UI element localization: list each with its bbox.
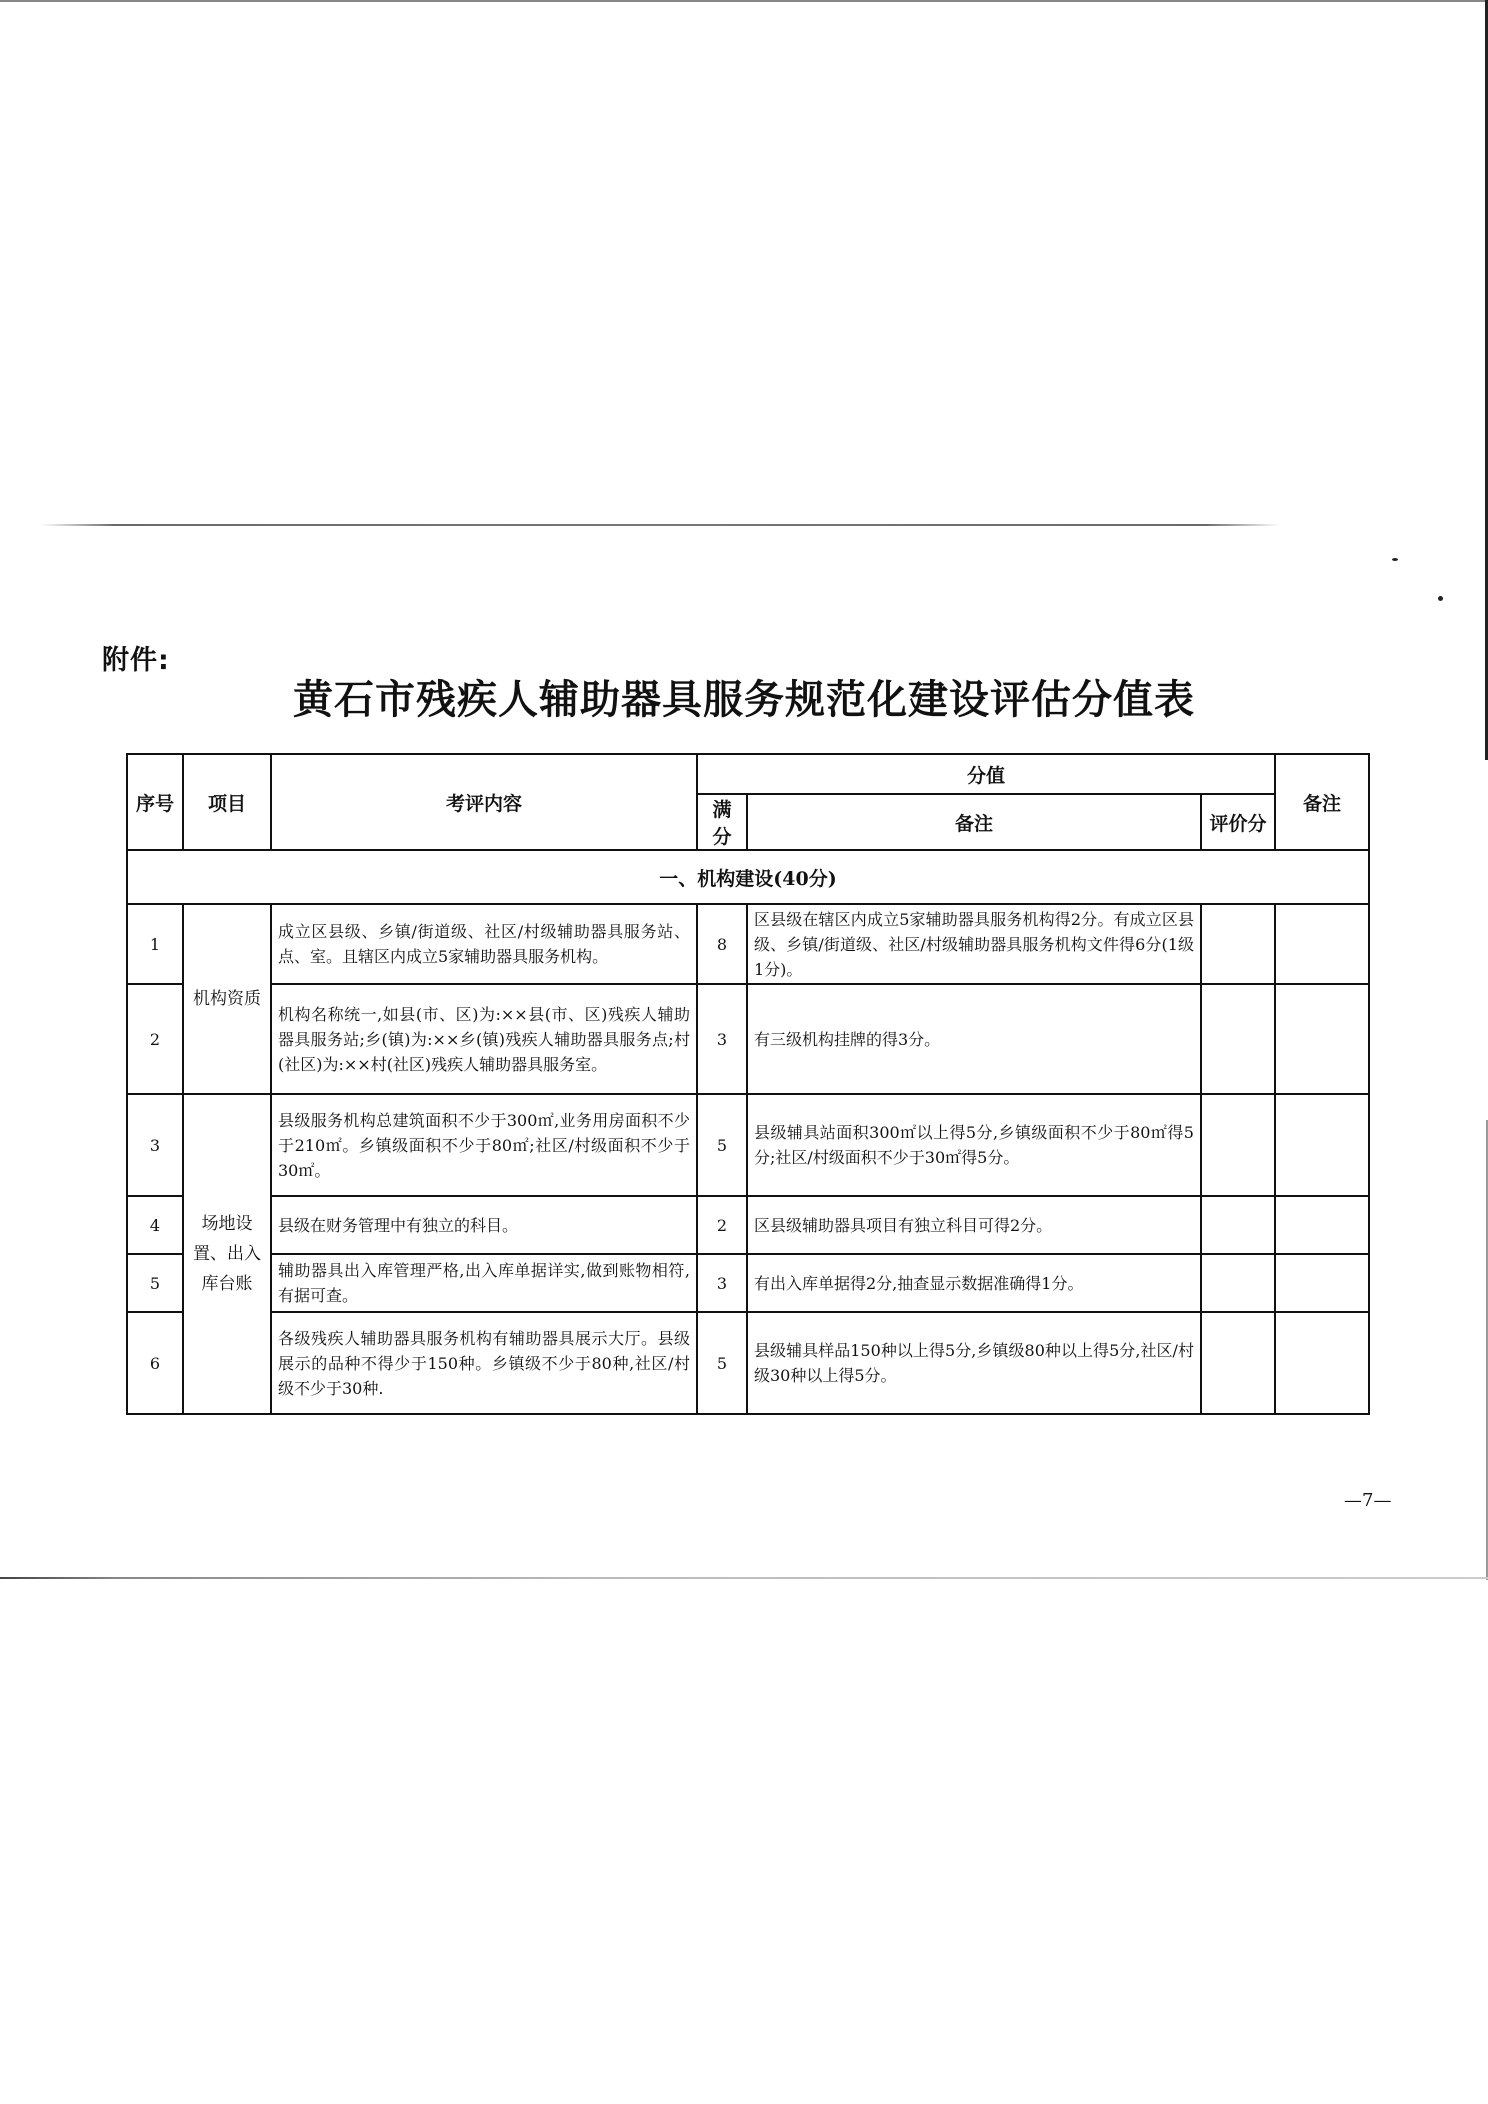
table-row	[127, 1094, 1369, 1196]
row-seq: 3	[127, 1094, 183, 1196]
row-score-note: 县级辅具样品150种以上得5分,乡镇级80种以上得5分,社区/村级30种以上得5分。	[747, 1312, 1201, 1414]
row-content: 各级残疾人辅助器具服务机构有辅助器具展示大厅。县级展示的品种不得少于150种。乡镇级不少于80种,社区/村级不少于30种.	[271, 1312, 697, 1414]
table-row	[127, 1312, 1369, 1414]
row-score-note: 区县级在辖区内成立5家辅助器具服务机构得2分。有成立区县级、乡镇/街道级、社区/村级辅助器具服务机构文件得6分(1级1分)。	[747, 904, 1201, 984]
row-full-score: 5	[697, 1094, 747, 1196]
row-score-note: 区县级辅助器具项目有独立科目可得2分。	[747, 1196, 1201, 1254]
row-eval-score[interactable]	[1201, 1094, 1275, 1196]
row-eval-score[interactable]	[1201, 1312, 1275, 1414]
header-score-remarks: 备注	[747, 794, 1201, 850]
row-content: 辅助器具出入库管理严格,出入库单据详实,做到账物相符,有据可查。	[271, 1254, 697, 1312]
row-item: 机构资质	[183, 904, 271, 1094]
row-seq: 6	[127, 1312, 183, 1414]
row-eval-score[interactable]	[1201, 904, 1275, 984]
header-seq: 序号	[127, 754, 183, 850]
document-title: 黄石市残疾人辅助器具服务规范化建设评估分值表	[293, 676, 1195, 723]
table-row	[127, 1196, 1369, 1254]
row-eval-score[interactable]	[1201, 1254, 1275, 1312]
header-full-score: 满分	[697, 794, 747, 850]
row-full-score: 3	[697, 984, 747, 1094]
header-score: 分值	[697, 754, 1275, 794]
row-full-score: 8	[697, 904, 747, 984]
scan-fold-line-top	[40, 524, 1280, 526]
table-row	[127, 904, 1369, 984]
header-eval-score: 评价分	[1201, 794, 1275, 850]
table-row	[127, 1254, 1369, 1312]
table-row	[127, 984, 1369, 1094]
row-seq: 4	[127, 1196, 183, 1254]
row-remarks[interactable]	[1275, 1312, 1369, 1414]
scan-top-border	[0, 0, 1488, 2]
header-remarks: 备注	[1275, 754, 1369, 850]
page-number: —7—	[1344, 1490, 1392, 1511]
header-item: 项目	[183, 754, 271, 850]
scan-speck	[1392, 558, 1398, 561]
row-content: 机构名称统一,如县(市、区)为:××县(市、区)残疾人辅助器具服务站;乡(镇)为:××乡(镇)残疾人辅助器具服务点;村(社区)为:××村(社区)残疾人辅助器具服务室。	[271, 984, 697, 1094]
row-remarks[interactable]	[1275, 1254, 1369, 1312]
row-full-score: 5	[697, 1312, 747, 1414]
row-item: 场地设置、出入库台账	[183, 1094, 271, 1414]
attachment-label: 附件:	[102, 645, 170, 676]
row-eval-score[interactable]	[1201, 984, 1275, 1094]
row-score-note: 县级辅具站面积300㎡以上得5分,乡镇级面积不少于80㎡得5分;社区/村级面积不少于30㎡得5分。	[747, 1094, 1201, 1196]
scan-fold-line-bottom	[0, 1577, 1488, 1579]
row-eval-score[interactable]	[1201, 1196, 1275, 1254]
section-heading: 一、机构建设(40分)	[127, 850, 1369, 904]
row-remarks[interactable]	[1275, 1196, 1369, 1254]
row-remarks[interactable]	[1275, 904, 1369, 984]
scan-speck	[1438, 596, 1443, 601]
header-content: 考评内容	[271, 754, 697, 850]
row-full-score: 3	[697, 1254, 747, 1312]
row-score-note: 有三级机构挂牌的得3分。	[747, 984, 1201, 1094]
row-remarks[interactable]	[1275, 984, 1369, 1094]
evaluation-score-table	[126, 753, 1370, 1415]
row-content: 县级服务机构总建筑面积不少于300㎡,业务用房面积不少于210㎡。乡镇级面积不少于80㎡;社区/村级面积不少于30㎡。	[271, 1094, 697, 1196]
row-seq: 5	[127, 1254, 183, 1312]
row-score-note: 有出入库单据得2分,抽查显示数据准确得1分。	[747, 1254, 1201, 1312]
row-seq: 1	[127, 904, 183, 984]
row-full-score: 2	[697, 1196, 747, 1254]
row-content: 成立区县级、乡镇/街道级、社区/村级辅助器具服务站、点、室。且辖区内成立5家辅助器具服务机构。	[271, 904, 697, 984]
row-seq: 2	[127, 984, 183, 1094]
row-remarks[interactable]	[1275, 1094, 1369, 1196]
row-content: 县级在财务管理中有独立的科目。	[271, 1196, 697, 1254]
